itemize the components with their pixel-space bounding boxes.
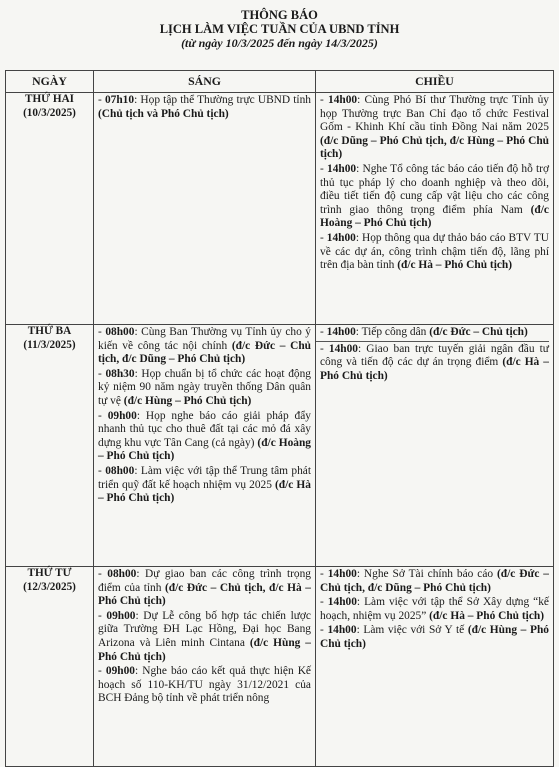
schedule-entry — [98, 465, 311, 506]
entry-bullet: - — [98, 464, 106, 477]
entry-responsible: (đ/c Hà – Phó Chủ tịch) — [397, 259, 513, 272]
day-name: THỨ BA — [27, 325, 72, 337]
entry-bullet: - — [98, 609, 107, 622]
morning-cell — [94, 93, 316, 325]
entry-bullet: - — [320, 624, 328, 637]
table-row — [6, 567, 554, 767]
entry-time: 14h00 — [326, 326, 356, 338]
entry-responsible: (đ/c Hùng – Phó Chủ tịch) — [123, 394, 252, 407]
entry-responsible: (Chủ tịch và Phó Chủ tịch) — [98, 107, 229, 120]
entry-time: 14h00 — [328, 94, 358, 106]
entry-bullet: - — [320, 568, 328, 580]
day-name: THỨ TƯ — [27, 567, 72, 579]
entry-text: : Làm việc với Sở Y tế — [356, 624, 468, 637]
entry-responsible: (đ/c Hà – Phó Chủ tịch) — [98, 478, 311, 505]
document-header — [0, 0, 559, 50]
schedule-entry — [98, 326, 311, 367]
entry-responsible: (đ/c Hoàng – Phó Chủ tịch) — [320, 203, 549, 230]
entry-time: 08h30 — [105, 367, 135, 380]
entry-time: 08h00 — [107, 568, 137, 580]
entry-time: 14h00 — [327, 596, 357, 609]
day-date: (12/3/2025) — [23, 580, 76, 593]
schedule-entry — [98, 368, 311, 409]
entry-responsible: (đ/c Đức – Chủ tịch, đ/c Dũng – Phó Chủ tịch) — [320, 568, 549, 594]
schedule-body — [6, 93, 554, 767]
schedule-entry — [98, 568, 311, 609]
document-date-range: (từ ngày 10/3/2025 đến ngày 14/3/2025) — [181, 36, 378, 50]
day-cell — [6, 93, 94, 325]
day-name: THỨ HAI — [25, 93, 74, 105]
morning-cell — [94, 325, 316, 567]
afternoon-cell — [316, 567, 554, 767]
table-row — [6, 325, 554, 567]
entry-bullet: - — [98, 409, 108, 422]
entry-time: 09h00 — [107, 409, 137, 422]
entry-responsible: (đ/c Hùng – Phó Chủ tịch) — [320, 624, 549, 650]
schedule-entry — [98, 94, 311, 121]
morning-cell — [94, 567, 316, 767]
entry-bullet: - — [98, 326, 106, 338]
entry-responsible: (đ/c Đức – Chủ tịch) — [429, 326, 528, 338]
schedule-entry — [320, 343, 549, 384]
schedule-entry — [98, 610, 311, 664]
entry-text: : Họp thông qua dự thảo báo cáo BTV TU về các dự án, công trình chậm tiến độ, lãng phí trên địa bàn tỉnh — [320, 231, 549, 272]
entry-text: : Làm việc với tập thể Sở Xây dựng “kế hoạch, nhiệm vụ 2025” — [320, 596, 549, 622]
entry-time: 14h00 — [328, 342, 359, 355]
schedule-entry — [320, 232, 549, 273]
entry-bullet: - — [320, 162, 327, 175]
entry-bullet: - — [320, 342, 329, 355]
entry-time: 14h00 — [327, 162, 357, 175]
entry-bullet: - — [320, 326, 327, 338]
day-cell — [6, 567, 94, 767]
entry-responsible: (đ/c Hà – Phó Chủ tịch) — [320, 356, 549, 382]
entry-text: : Dự giao ban các công trình trọng điểm của tỉnh — [98, 568, 311, 594]
column-header-afternoon: CHIỀU — [316, 71, 554, 93]
schedule-table — [5, 70, 554, 767]
entry-text: : Nghe Sở Tài chính báo cáo — [356, 568, 497, 580]
schedule-entry — [320, 624, 549, 651]
schedule-entry — [320, 596, 549, 623]
entry-responsible: (đ/c Hà – Phó Chủ tịch) — [429, 609, 545, 622]
entry-text: : Nghe Tổ công tác báo cáo tiến độ hỗ trợ thủ tục pháp lý cho doanh nghiệp và theo dõi, điều tiết tiến độ cung cấp vật liệu cho các công trình giao thông trọng điểm phía Nam — [320, 162, 549, 216]
entry-time: 14h00 — [327, 624, 357, 637]
schedule-entry — [98, 410, 311, 464]
entry-text: : Họp nghe báo cáo giải pháp đẩy nhanh thủ tục cho thuê đất tại các mỏ đá xây dựng khu vực Tân Cang (cả ngày) — [98, 409, 311, 449]
entry-responsible: (đ/c Hùng – Phó Chủ tịch) — [98, 636, 311, 663]
entry-bullet: - — [320, 94, 328, 106]
entry-time: 14h00 — [326, 231, 356, 244]
entry-time: 14h00 — [327, 568, 357, 580]
entry-text: : Tiếp công dân — [355, 326, 430, 338]
entry-text: : Họp chuẩn bị tổ chức các hoạt động kỷ niệm 90 năm ngày truyền thống Dân quân tự vệ — [98, 367, 311, 407]
day-date: (10/3/2025) — [23, 106, 76, 119]
entry-bullet: - — [98, 94, 105, 106]
afternoon-cell — [316, 325, 554, 567]
entry-time: 09h00 — [105, 665, 135, 678]
schedule-entry — [320, 326, 549, 340]
entry-bullet: - — [98, 568, 108, 580]
entry-text: : Họp tập thể Thường trực UBND tỉnh — [134, 94, 311, 106]
entry-text: : Cùng Ban Thường vụ Tỉnh ủy cho ý kiến về công tác nội chính — [98, 326, 311, 352]
schedule-entry — [98, 665, 311, 706]
entry-bullet: - — [98, 665, 106, 678]
entry-responsible: (đ/c Đức – Chủ tịch, đ/c Dũng – Phó Chủ tịch) — [98, 339, 311, 366]
entry-time: 07h10 — [104, 94, 135, 106]
entry-text: : Giao ban trực tuyến giải ngân đầu tư công và tiến độ các dự án trọng điểm — [320, 342, 549, 369]
afternoon-cell — [316, 93, 554, 325]
entry-time: 08h00 — [105, 464, 135, 477]
schedule-entry — [320, 94, 549, 162]
day-cell — [6, 325, 94, 567]
column-header-day: NGÀY — [6, 71, 94, 93]
table-header-row — [6, 71, 554, 93]
entry-text: : Dự Lễ công bố hợp tác chiến lược giữa Trường ĐH Lạc Hồng, Đại học Bang Arizona và Liên minh Cintana — [98, 609, 311, 649]
schedule-entry — [320, 568, 549, 595]
entry-bullet: - — [98, 367, 106, 380]
entry-divider — [316, 341, 549, 342]
entry-text: : Cùng Phó Bí thư Thường trực Tỉnh ủy họp Thường trực Ban Chỉ đạo tổ chức Festival Gốm - Khinh Khí cầu tỉnh Đồng Nai năm 2025 — [320, 94, 549, 134]
table-row — [6, 93, 554, 325]
entry-text: : Nghe báo cáo kết quả thực hiện Kế hoạch số 110-KH/TU ngày 31/12/2021 của BCH Đảng bộ tỉnh về phát triển nông — [98, 665, 311, 705]
document-subtitle: LỊCH LÀM VIỆC TUẦN CỦA UBND TỈNH — [159, 22, 400, 36]
entry-text: : Làm việc với tập thể Trung tâm phát triển quỹ đất kế hoạch nhiệm vụ 2025 — [98, 464, 311, 491]
entry-bullet: - — [320, 231, 327, 244]
entry-responsible: (đ/c Hoàng – Phó Chủ tịch) — [98, 436, 311, 463]
entry-bullet: - — [320, 596, 328, 609]
schedule-entry — [320, 163, 549, 231]
entry-responsible: (đ/c Dũng – Phó Chủ tịch, đ/c Hùng – Phó Chủ tịch) — [320, 134, 549, 161]
document-title: THÔNG BÁO — [241, 8, 318, 22]
entry-time: 09h00 — [106, 609, 136, 622]
column-header-morning: SÁNG — [94, 71, 316, 93]
day-date: (11/3/2025) — [23, 338, 76, 351]
entry-time: 08h00 — [105, 326, 135, 338]
entry-responsible: (đ/c Đức – Chủ tịch, đ/c Hà – Phó Chủ tịch) — [98, 581, 311, 608]
